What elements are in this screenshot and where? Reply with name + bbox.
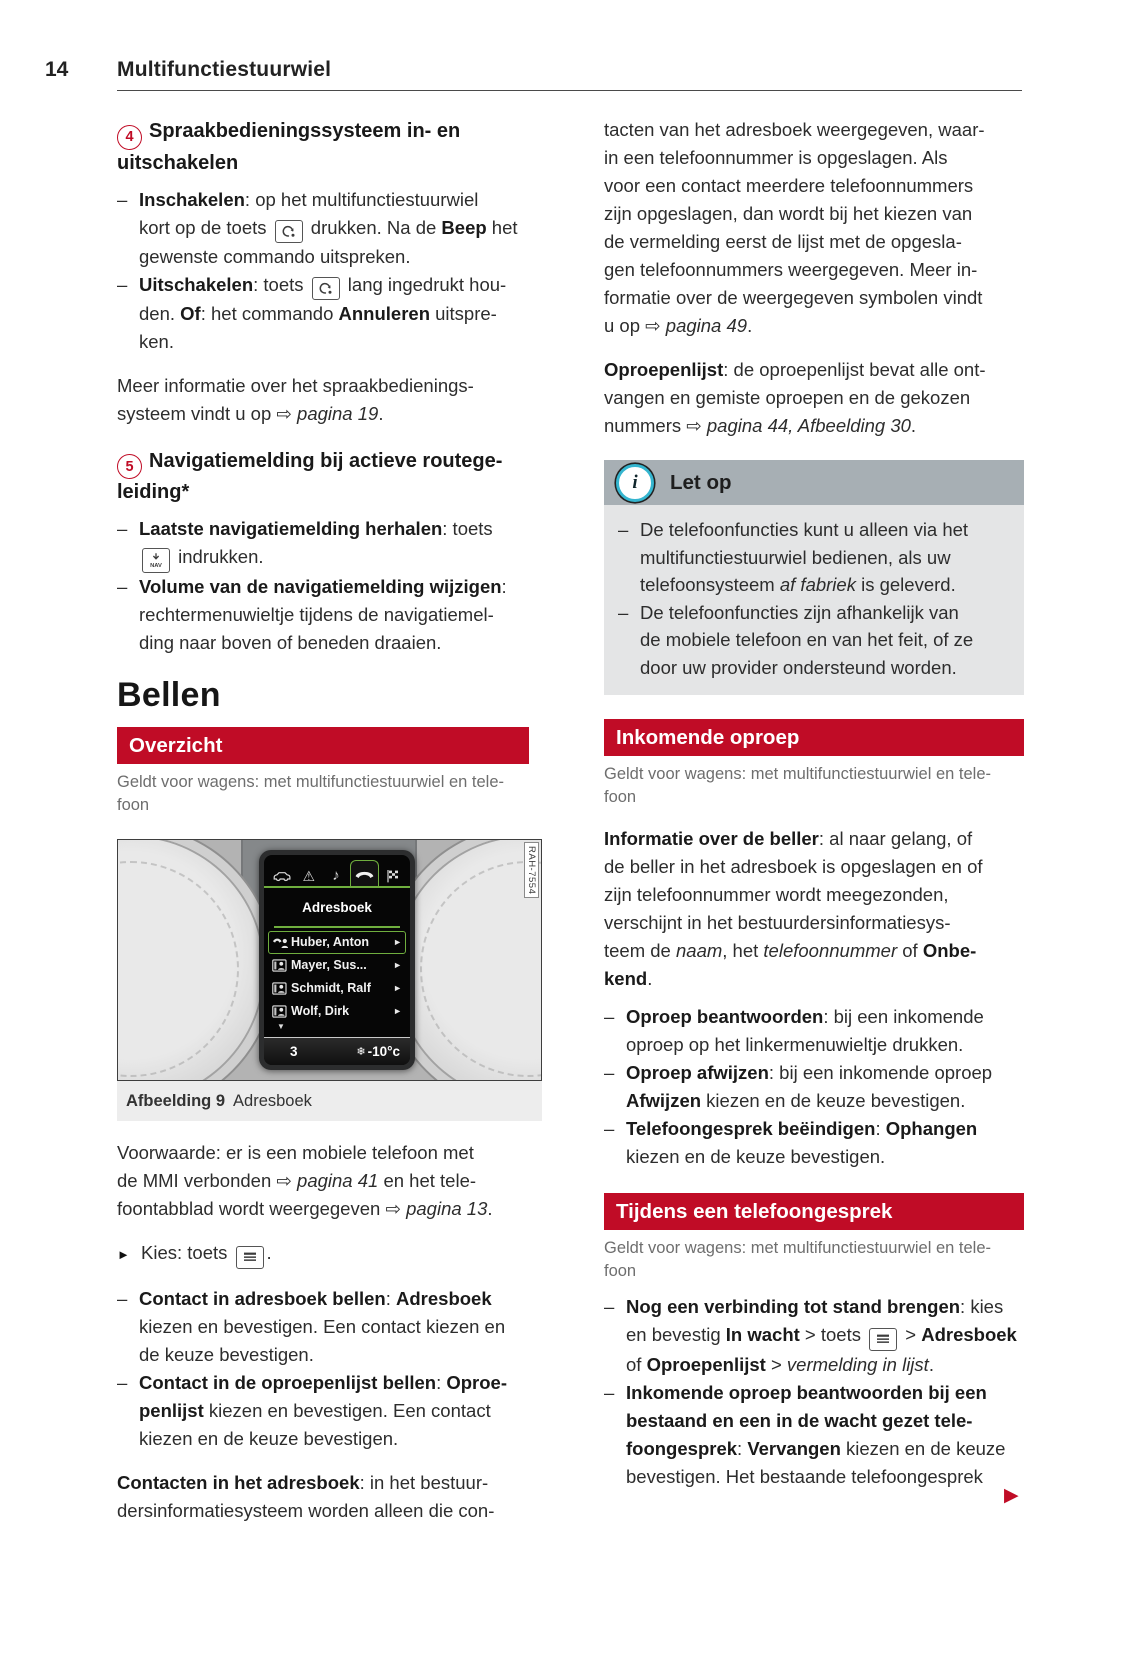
- note-bullet-item: [618, 516, 1012, 599]
- bullet-dash: –: [618, 519, 629, 540]
- info-icon: i: [616, 464, 654, 502]
- subsection-bar-overzicht: Overzicht: [117, 727, 529, 764]
- header-rule: [117, 90, 1022, 91]
- row-arrow-icon: ►: [393, 960, 402, 970]
- snowflake-icon: ❄: [356, 1045, 366, 1058]
- body-paragraph: Voorwaarde: er is een mobiele telefoon met de MMI verbonden ⇨ pagina 41 en het tele- foontabblad wordt weergegeven ⇨ pagina 13.: [117, 1142, 493, 1219]
- display-status-bar: [264, 1037, 410, 1065]
- figure-caption-label: Afbeelding 9: [126, 1092, 226, 1110]
- bullet-item: [117, 1369, 529, 1453]
- cluster-display: [259, 850, 415, 1070]
- bullet-text: Inschakelen: op het multifunctiestuurwiel kort op de toets drukken. Na de Beep het gewenste commando uitspreken.: [139, 188, 518, 267]
- outside-temperature: [356, 1038, 400, 1066]
- section-heading-bellen: Bellen: [117, 676, 221, 714]
- bullet-text: Inkomende oproep beantwoorden bij een bestaand en een in de wacht gezet tele- foongesprek: Vervangen kiezen en de keuze bevestigen. Het bestaande telefoongesprek: [626, 1381, 1006, 1487]
- bullet-text: Laatste navigatiemelding herhalen: toets NAV indrukken.: [139, 515, 529, 573]
- note-body: [604, 505, 1024, 695]
- contact-row: [268, 1000, 406, 1023]
- bullet-dash: –: [604, 1296, 615, 1317]
- display-title: Adresboek: [302, 900, 372, 915]
- subsection-bar-inkomende-oproep: Inkomende oproep: [604, 719, 1024, 756]
- figure-adresboek: [117, 839, 542, 1081]
- item-4-title-text: Spraakbedieningssysteem in- en uitschakelen: [117, 120, 461, 174]
- applies-note: Geldt voor wagens: met multifunctiestuurwiel en tele- foon: [117, 773, 505, 814]
- body-paragraph: Oproepenlijst: de oproepenlijst bevat alle ont- vangen en gemiste oproepen en de gekozen nummers ⇨ pagina 44, Afbeelding 30.: [604, 359, 986, 436]
- body-paragraph: Contacten in het adresboek: in het bestuur- dersinformatiesysteem worden alleen die con-: [117, 1472, 495, 1521]
- item-5-number-badge: 5: [117, 454, 142, 479]
- page-number: 14: [45, 58, 69, 81]
- note-bullet-item: [618, 599, 1012, 682]
- bellen-bullet-list: [117, 1285, 529, 1453]
- note-title: Let op: [670, 470, 732, 494]
- row-arrow-icon: ►: [393, 983, 402, 993]
- photo-code-label: RAH-7554: [524, 842, 539, 898]
- right-column: [604, 116, 1024, 1491]
- continuation-arrow-icon: ▶: [1004, 1485, 1019, 1506]
- bullet-dash: –: [117, 188, 128, 210]
- note-header: [604, 460, 1024, 505]
- contact-card-icon: [272, 1005, 291, 1018]
- bullet-text: Uitschakelen: toets lang ingedrukt hou- den. Of: het commando Annuleren uitspre- ken.: [139, 273, 507, 352]
- applies-note: Geldt voor wagens: met multifunctiestuurwiel en tele- foon: [604, 765, 992, 806]
- bullet-dash: –: [604, 1381, 615, 1403]
- body-paragraph: Informatie over de beller: al naar gelang, of de beller in het adresboek is opgeslagen en of zijn telefoonnummer wordt meegezonden, verschijnt in het bestuurdersinformatiesys- teem de naam, het telefoonnummer of Onbe- kend.: [604, 828, 983, 989]
- note-bullet-text: De telefoonfuncties zijn afhankelijk van de mobiele telefoon en van het feit, of ze door uw provider ondersteund worden.: [640, 601, 974, 678]
- phone-icon: [350, 860, 379, 886]
- car-icon: [268, 865, 295, 886]
- contact-name: Huber, Anton: [291, 935, 370, 949]
- item-5-title: [117, 448, 529, 506]
- bullet-item: [117, 271, 529, 356]
- action-arrow-icon: ►: [117, 1247, 130, 1262]
- music-icon: ♪: [332, 867, 340, 884]
- bullet-item: [117, 1285, 529, 1369]
- row-arrow-icon: ►: [393, 1006, 402, 1016]
- contact-name: Wolf, Dirk: [291, 1004, 350, 1018]
- contact-card-icon: [272, 959, 291, 972]
- bullet-item: [604, 1115, 1024, 1171]
- bullet-dash: –: [618, 601, 629, 623]
- row-arrow-icon: ►: [393, 937, 402, 947]
- bullet-item: [117, 573, 529, 657]
- bullet-text: Contact in adresboek bellen: Adresboek kiezen en bevestigen. Een contact kiezen en de keuze bevestigen.: [139, 1288, 506, 1365]
- item-4-title: [117, 118, 529, 176]
- note-box: [604, 460, 1024, 695]
- bullet-item: [604, 1293, 1024, 1379]
- bullet-dash: –: [604, 1062, 615, 1083]
- item-5-bullet-list: [117, 515, 529, 657]
- bullet-item: [604, 1379, 1024, 1491]
- display-tab-bar: [264, 855, 410, 888]
- bullet-text: Volume van de navigatiemelding wijzigen: rechtermenuwieltje tijdens de navigatiemel- ding naar boven of beneden draaien.: [139, 576, 507, 653]
- action-text: Kies: toets .: [141, 1239, 529, 1269]
- bullet-dash: –: [117, 518, 128, 539]
- action-line: [117, 1239, 529, 1269]
- bullet-item: [117, 186, 529, 271]
- chapter-title: Multifunctiestuurwiel: [117, 58, 332, 81]
- bullet-dash: –: [117, 273, 128, 295]
- figure-caption-text: Adresboek: [233, 1092, 312, 1110]
- contact-phone-icon: [272, 936, 291, 949]
- list-key-icon: [869, 1328, 897, 1351]
- bullet-text: Oproep afwijzen: bij een inkomende oproep Afwijzen kiezen en de keuze bevestigen.: [626, 1062, 993, 1111]
- item-5-title-text: Navigatiemelding bij actieve routege- leiding*: [117, 449, 503, 503]
- incoming-bullet-list: [604, 1003, 1024, 1171]
- body-paragraph: Meer informatie over het spraakbedienings- systeem vindt u op ⇨ pagina 19.: [117, 374, 474, 424]
- during-bullet-list: [604, 1293, 1024, 1491]
- bullet-dash: –: [604, 1006, 615, 1027]
- bullet-text: Contact in de oproepenlijst bellen: Oproe- penlijst kiezen en bevestigen. Een contact kiezen en de keuze bevestigen.: [139, 1372, 507, 1449]
- bullet-dash: –: [117, 1288, 128, 1309]
- bullet-dash: –: [117, 1372, 128, 1393]
- bullet-text: Oproep beantwoorden: bij een inkomende oproep op het linkermenuwieltje drukken.: [626, 1006, 984, 1055]
- flag-icon: [379, 865, 406, 886]
- warning-icon: ⚠: [302, 867, 316, 884]
- bullet-item: [604, 1059, 1024, 1115]
- nav-key-icon: [142, 548, 170, 573]
- note-bullet-text: De telefoonfuncties kunt u alleen via het multifunctiestuurwiel bedienen, als uw telefoonsysteem af fabriek is geleverd.: [640, 519, 969, 595]
- voice-key-icon: [275, 220, 303, 243]
- bullet-dash: –: [604, 1118, 615, 1139]
- voice-key-icon: [312, 277, 340, 300]
- bullet-text: Telefoongesprek beëindigen: Ophangen kiezen en de keuze bevestigen.: [626, 1118, 978, 1167]
- bullet-dash: –: [117, 576, 128, 597]
- item-4-bullet-list: [117, 186, 529, 356]
- body-paragraph: tacten van het adresboek weergegeven, waar- in een telefoonnummer is opgeslagen. Als voor een contact meerdere telefoonnummers zijn opgeslagen, dan wordt bij het kiezen van de vermelding eerst de lijst met de opgesla- gen telefoonnummers weergegeven. Meer in- formatie over de weergegeven symbolen vindt u op ⇨ pagina 49.: [604, 119, 985, 336]
- bullet-text: Nog een verbinding tot stand brengen: kies en bevestig In wacht > toets > Adresboek of Oproepenlijst > vermelding in lijst.: [626, 1296, 1017, 1375]
- contact-list: [264, 929, 410, 1038]
- bullet-item: [117, 515, 529, 573]
- temperature-value: -10°c: [367, 1043, 400, 1059]
- list-key-icon: [236, 1246, 264, 1269]
- applies-note: Geldt voor wagens: met multifunctiestuurwiel en tele- foon: [604, 1239, 992, 1280]
- subsection-bar-tijdens-telefoongesprek: Tijdens een telefoongesprek: [604, 1193, 1024, 1230]
- item-4-number-badge: 4: [117, 125, 142, 150]
- figure-caption: [117, 1081, 542, 1121]
- contact-name: Mayer, Sus...: [291, 958, 367, 972]
- svg-text:NAV: NAV: [150, 563, 162, 569]
- gear-indicator: 3: [290, 1043, 298, 1059]
- contact-card-icon: [272, 982, 291, 995]
- display-screen: [264, 855, 410, 1065]
- contact-name: Schmidt, Ralf: [291, 981, 371, 995]
- left-column: [117, 110, 537, 1525]
- scroll-down-icon: ▼: [277, 1021, 285, 1031]
- bullet-item: [604, 1003, 1024, 1059]
